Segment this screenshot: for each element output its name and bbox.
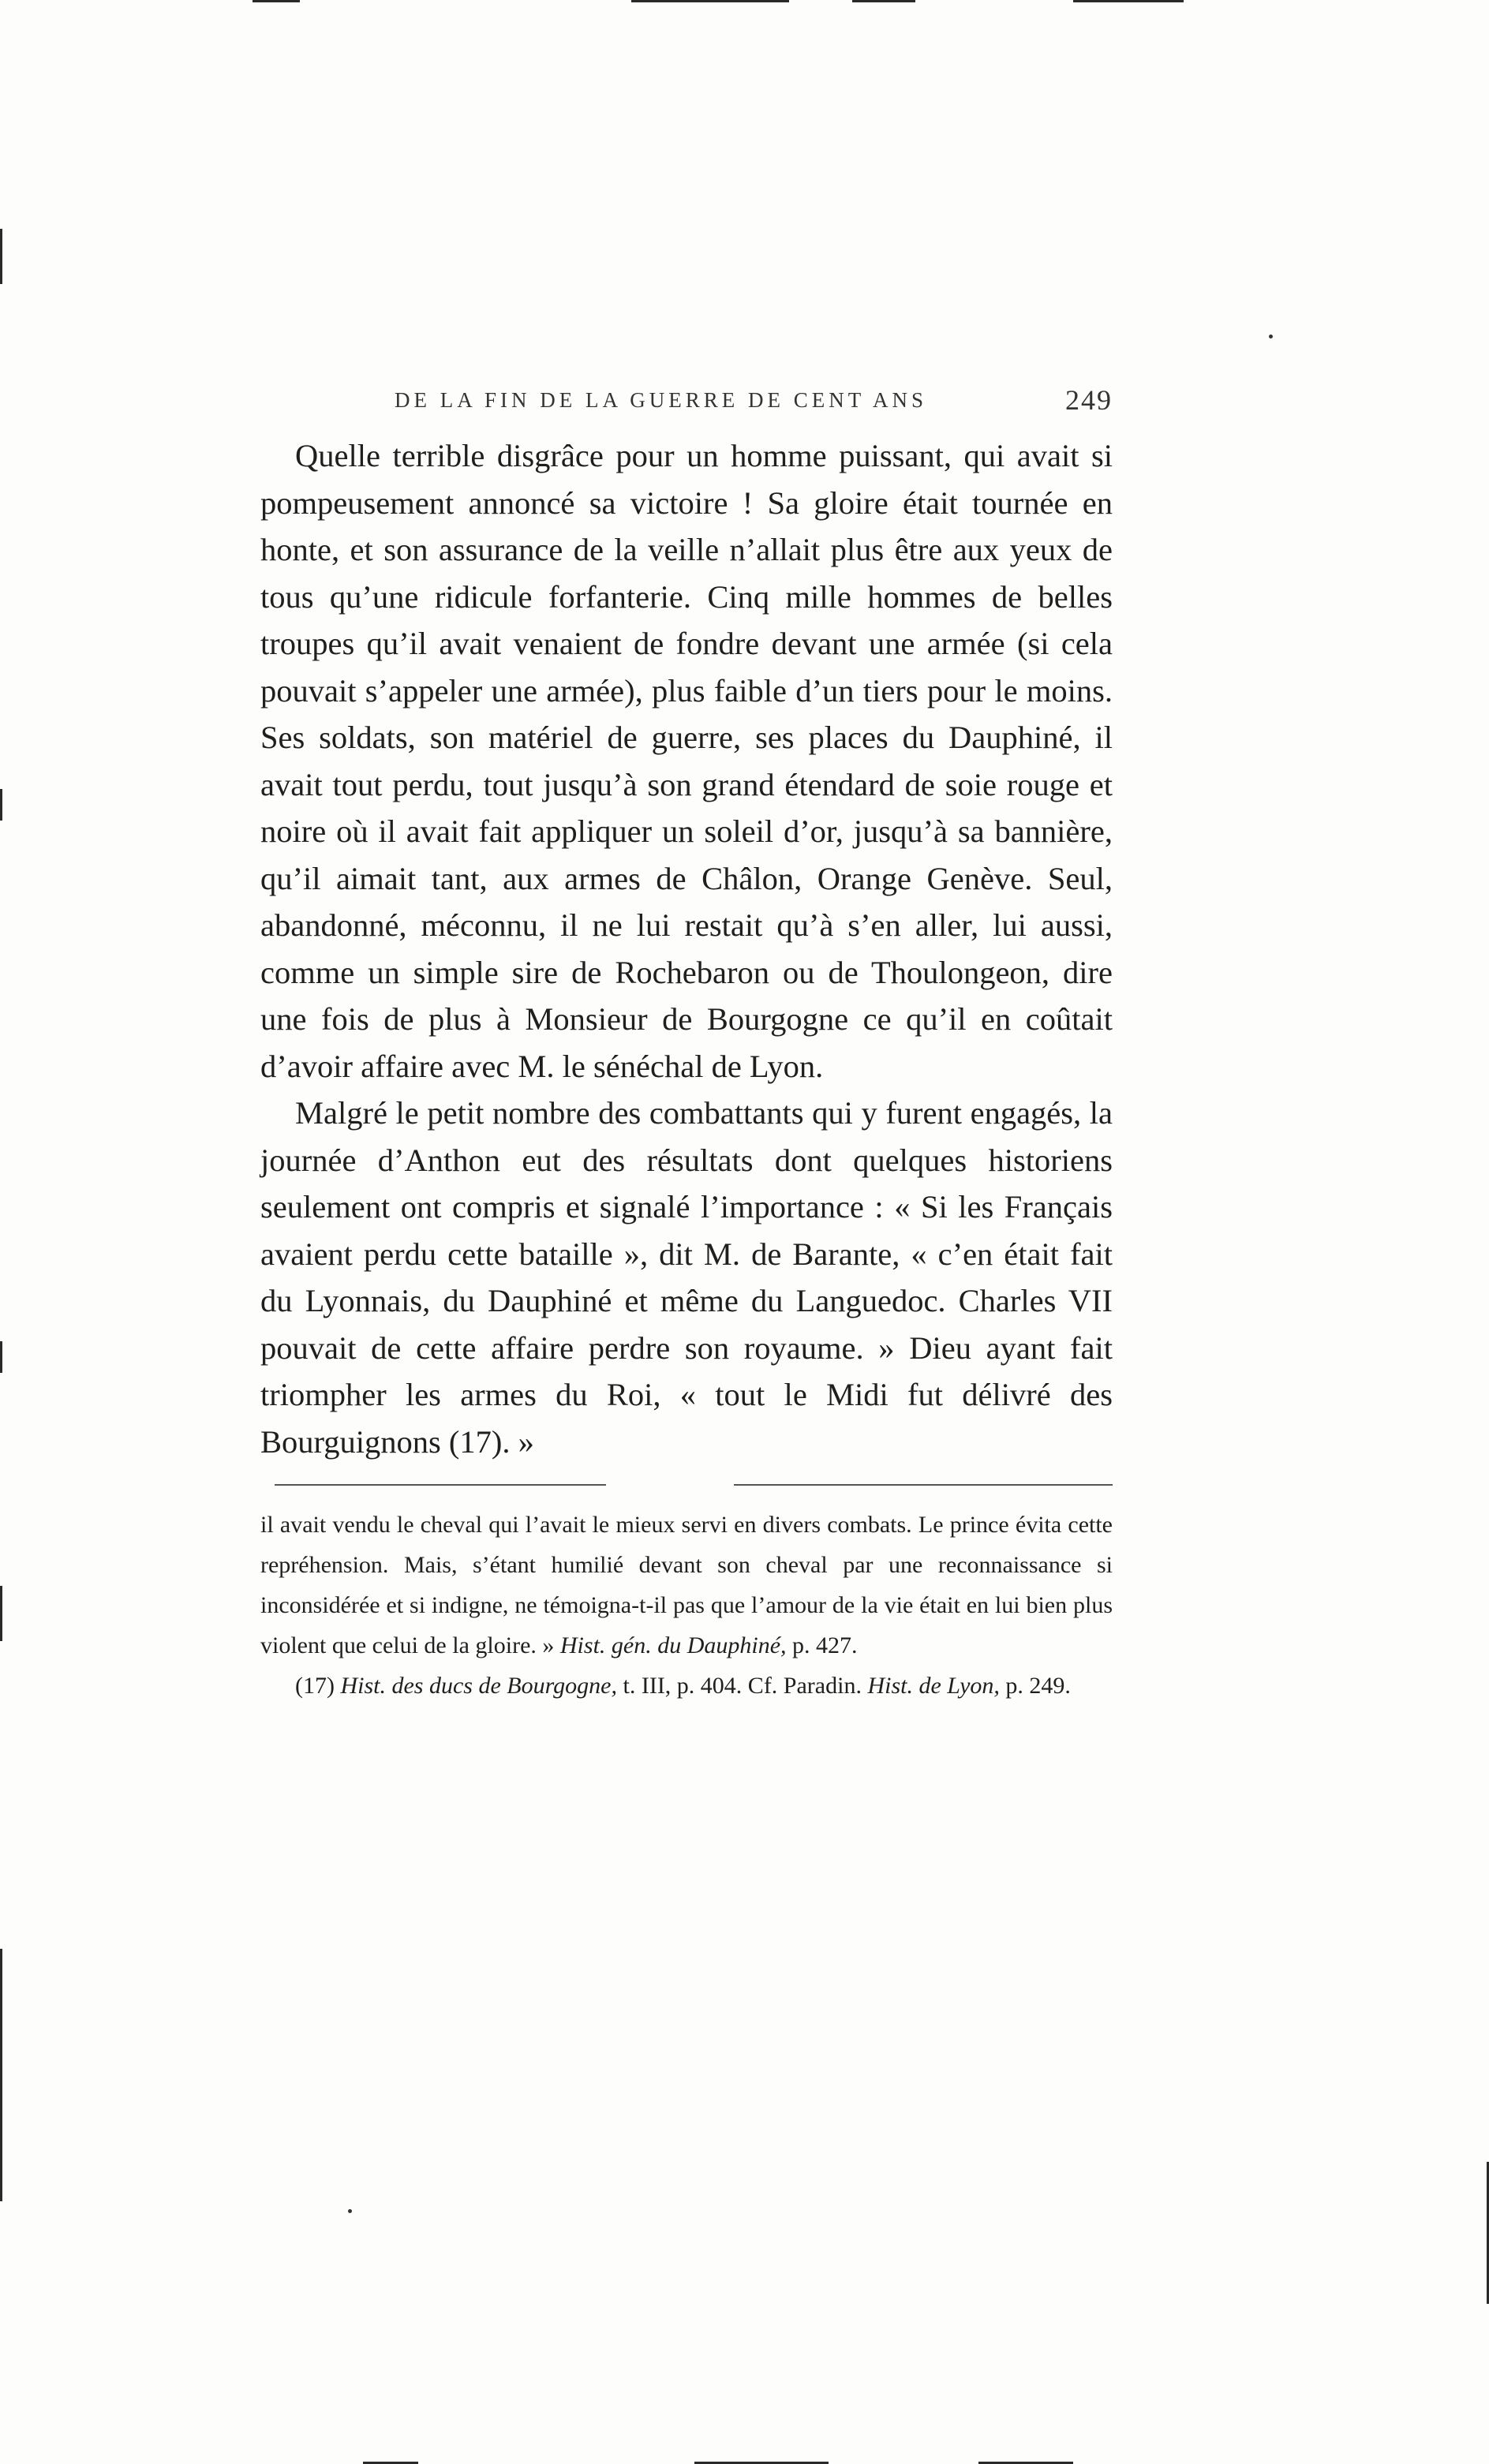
footnote-page-ref: p. 427. xyxy=(792,1632,858,1658)
footnote-number: (17) xyxy=(295,1673,335,1699)
scan-edge-mark xyxy=(631,0,789,2)
scan-edge-mark xyxy=(0,1949,2,2201)
scan-edge-mark xyxy=(0,789,2,821)
body-paragraph: Quelle terrible disgrâce pour un homme puissant, qui avait si pompeusement annoncé sa victoire ! Sa gloire était tournée en honte, et son assurance de la veille n’allait plus être aux yeux de tous qu’une ridicule forfanterie. Cinq mille hommes de belles troupes qu’il avait venaient de fondre devant une armée (si cela pouvait s’appeler une armée), plus faible d’un tiers pour le moins. Ses soldats, son matériel de guerre, ses places du Dauphiné, il avait tout perdu, tout jusqu’à son grand étendard de soie rouge et noire où il avait fait appliquer un soleil d’or, jusqu’à sa bannière, qu’il aimait tant, aux armes de Châlon, Orange Genève. Seul, abandonné, méconnu, il ne lui restait qu’à s’en aller, lui aussi, comme un simple sire de Rochebaron ou de Thoulongeon, dire une fois de plus à Monsieur de Bourgogne ce qu’il en coûtait d’avoir affaire avec M. le sénéchal de Lyon. xyxy=(260,438,1113,1084)
separator-rule xyxy=(734,1484,1113,1486)
footnote-continued xyxy=(260,1505,1113,1666)
main-text xyxy=(260,432,1113,1465)
footnote-page-ref: p. 249. xyxy=(1005,1673,1071,1699)
footnote-separator xyxy=(260,1471,1113,1498)
ink-speck xyxy=(348,2209,352,2213)
footnotes xyxy=(260,1505,1113,1706)
scan-edge-mark xyxy=(253,0,300,2)
ink-speck xyxy=(1269,335,1273,338)
book-page xyxy=(260,371,1113,1706)
running-head xyxy=(260,371,1113,426)
scan-edge-mark xyxy=(0,1341,2,1373)
separator-rule xyxy=(275,1484,606,1486)
scan-edge-mark xyxy=(852,0,915,2)
scan-edge-mark xyxy=(1073,0,1184,2)
footnote-source: Hist. de Lyon, xyxy=(867,1673,1000,1699)
footnote-source: Hist. des ducs de Bourgogne, xyxy=(340,1673,617,1699)
scan-edge-mark xyxy=(0,1586,2,1641)
scan-edge-mark xyxy=(0,229,2,284)
footnote-17 xyxy=(260,1666,1113,1706)
page-number: 249 xyxy=(1065,384,1113,416)
running-title: DE LA FIN DE LA GUERRE DE CENT ANS xyxy=(395,388,928,412)
footnote-page-ref: t. III, p. 404. Cf. Paradin. xyxy=(623,1673,862,1699)
footnote-source: Hist. gén. du Dauphiné, xyxy=(559,1632,787,1658)
footnote-text: il avait vendu le cheval qui l’avait le mieux servi en divers combats. Le prince évita cette repréhension. Mais, s’étant humilié devant son cheval par une reconnaissance si inconsidérée et si indigne, ne témoigna-t-il pas que l’amour de la vie était en lui bien plus violent que celui de la gloire. » xyxy=(260,1512,1113,1658)
body-paragraph: Malgré le petit nombre des combattants qui y furent engagés, la journée d’Anthon eut des résultats dont quelques historiens seulement ont compris et signalé l’importance : « Si les Français avaient perdu cette bataille », dit M. de Barante, « c’en était fait du Lyonnais, du Dauphiné et même du Languedoc. Charles VII pouvait de cette affaire perdre son royaume. » Dieu ayant fait triompher les armes du Roi, « tout le Midi fut délivré des Bourguignons (17). » xyxy=(260,1095,1113,1460)
